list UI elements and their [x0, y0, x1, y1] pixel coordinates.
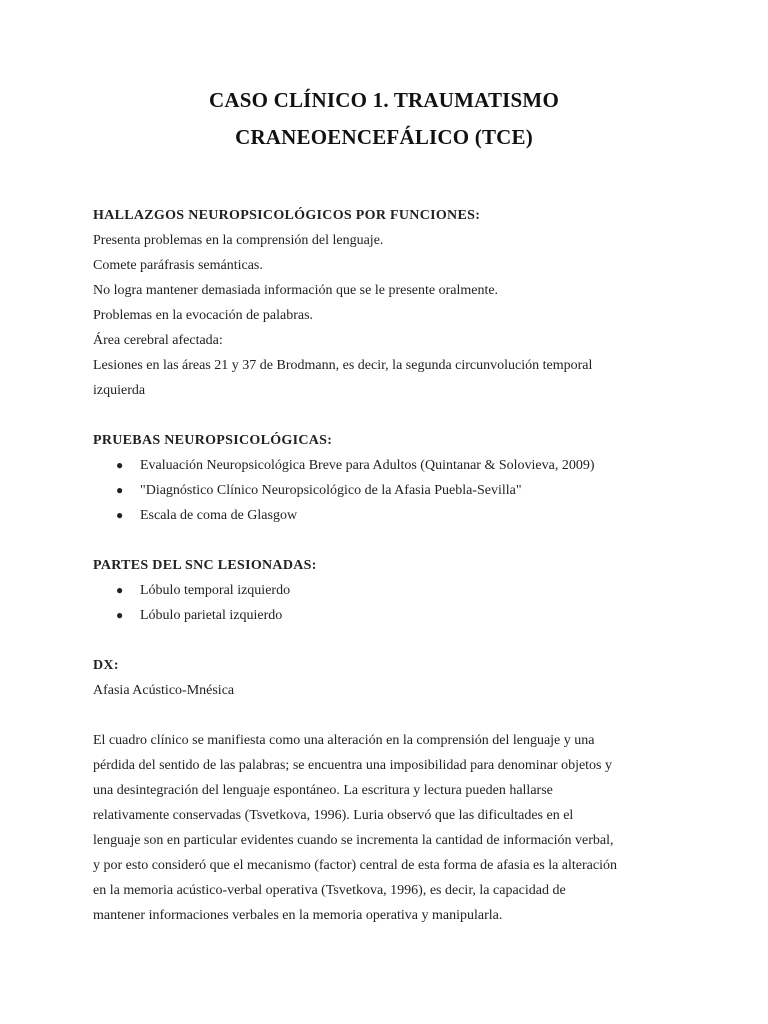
document-body	[93, 203, 683, 928]
section-heading-hallazgos: HALLAZGOS NEUROPSICOLÓGICOS POR FUNCIONES:	[93, 208, 481, 223]
partes-list	[93, 578, 683, 628]
area-cerebral-label: Área cerebral afectada:	[93, 333, 223, 348]
list-item-text: Lóbulo parietal izquierdo	[140, 608, 283, 623]
section-partes	[93, 553, 683, 628]
paragraph-line: una desintegración del lenguaje espontáneo. La escritura y lectura pueden hallarse	[93, 783, 553, 798]
list-item	[93, 478, 683, 503]
document-title-line-1: CASO CLÍNICO 1. TRAUMATISMO	[209, 88, 559, 112]
list-item-text: Lóbulo temporal izquierdo	[140, 583, 291, 598]
bullet-icon: ●	[116, 608, 124, 622]
spacer	[93, 703, 683, 728]
hallazgo-line: Comete paráfrasis semánticas.	[93, 258, 263, 273]
diagnosis-value: Afasia Acústico-Mnésica	[93, 683, 235, 698]
list-item	[93, 453, 683, 478]
paragraph-line: El cuadro clínico se manifiesta como una alteración en la comprensión del lenguaje y una	[93, 733, 595, 748]
hallazgo-line: No logra mantener demasiada información que se le presente oralmente.	[93, 283, 499, 298]
paragraph-line: pérdida del sentido de las palabras; se encuentra una imposibilidad para denominar objetos y	[93, 758, 613, 773]
list-item-text: Evaluación Neuropsicológica Breve para Adultos (Quintanar & Solovieva, 2009)	[140, 458, 595, 473]
spacer	[93, 628, 683, 653]
paragraph-line: relativamente conservadas (Tsvetkova, 1996). Luria observó que las dificultades en el	[93, 808, 574, 823]
section-pruebas	[93, 428, 683, 528]
section-dx	[93, 653, 683, 703]
spacer	[93, 528, 683, 553]
list-item-text: "Diagnóstico Clínico Neuropsicológico de la Afasia Puebla-Sevilla"	[140, 483, 522, 498]
section-description	[93, 728, 683, 928]
document-title-line-2: CRANEOENCEFÁLICO (TCE)	[235, 125, 533, 149]
spacer	[93, 403, 683, 428]
section-heading-dx: DX:	[93, 658, 119, 673]
hallazgo-line: Presenta problemas en la comprensión del lenguaje.	[93, 233, 384, 248]
list-item-text: Escala de coma de Glasgow	[140, 508, 298, 523]
paragraph-line: lenguaje son en particular evidentes cuando se incrementa la cantidad de información verbal,	[93, 833, 614, 848]
area-cerebral-value-cont: izquierda	[93, 383, 146, 398]
bullet-icon: ●	[116, 458, 124, 472]
list-item	[93, 603, 683, 628]
section-heading-pruebas: PRUEBAS NEUROPSICOLÓGICAS:	[93, 433, 333, 448]
section-hallazgos	[93, 203, 683, 403]
paragraph-line: en la memoria acústico-verbal operativa (Tsvetkova, 1996), es decir, la capacidad de	[93, 883, 566, 898]
hallazgo-line: Problemas en la evocación de palabras.	[93, 308, 314, 323]
section-heading-partes: PARTES DEL SNC LESIONADAS:	[93, 558, 317, 573]
area-cerebral-value: Lesiones en las áreas 21 y 37 de Brodmann, es decir, la segunda circunvolución temporal	[93, 358, 593, 373]
bullet-icon: ●	[116, 508, 124, 522]
pruebas-list	[93, 453, 683, 528]
bullet-icon: ●	[116, 583, 124, 597]
list-item	[93, 503, 683, 528]
bullet-icon: ●	[116, 483, 124, 497]
list-item	[93, 578, 683, 603]
paragraph-line: y por esto consideró que el mecanismo (factor) central de esta forma de afasia es la alteración	[93, 858, 617, 873]
paragraph-line: mantener informaciones verbales en la memoria operativa y manipularla.	[93, 908, 503, 923]
